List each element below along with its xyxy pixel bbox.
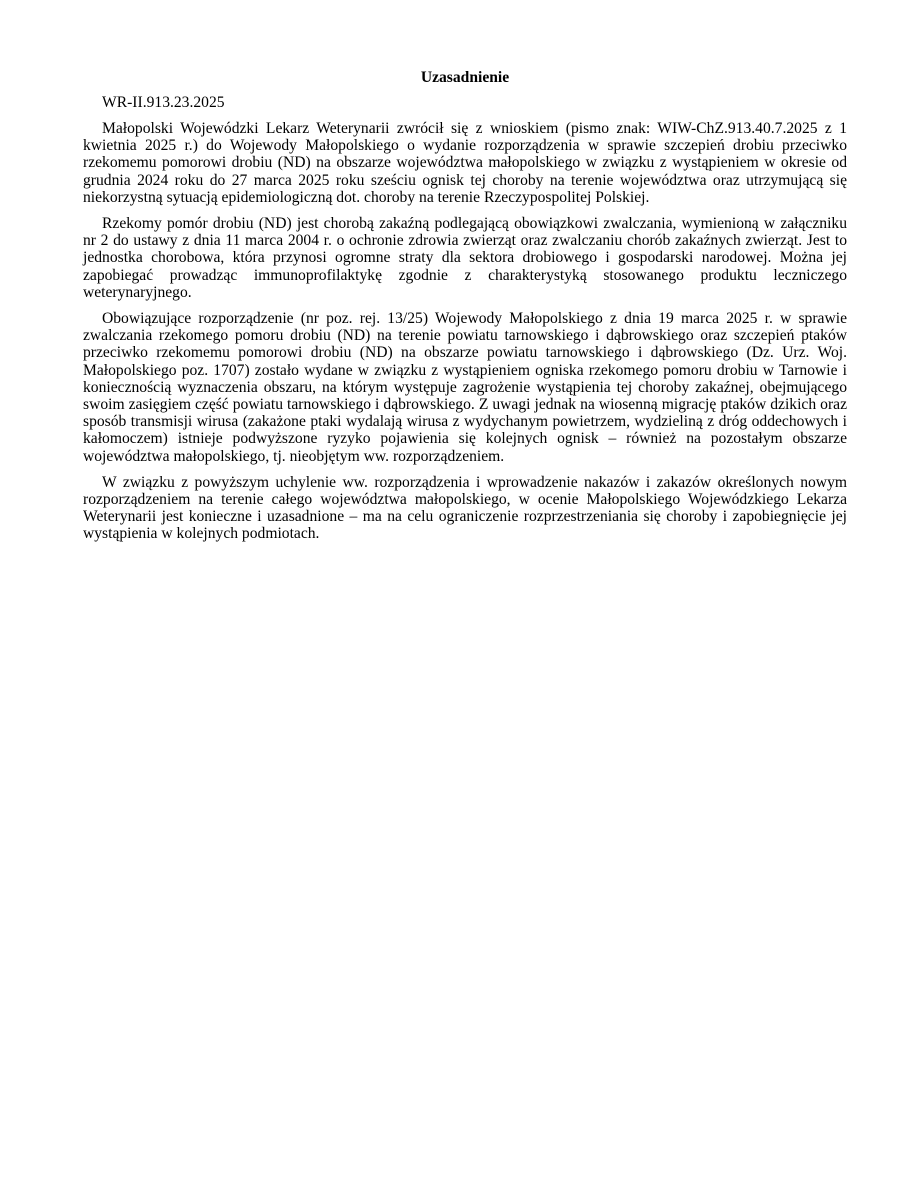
- paragraph-disease-description: Rzekomy pomór drobiu (ND) jest chorobą zakaźną podlegającą obowiązkowi zwalczania, wymienioną w załączniku nr 2 do ustawy z dnia 11 marca 2004 r. o ochronie zdrowia zwierząt oraz zwalczaniu chorób zakaźnych zwierząt. Jest to jednostka chorobowa, która przynosi ogromne straty dla sektora drobiowego i gospodarski narodowej. Można jej zapobiegać prowadząc immunoprofilaktykę zgodnie z charakterystyką stosowanego produktu leczniczego weterynaryjnego.: [83, 215, 847, 301]
- paragraph-current-regulation: Obowiązujące rozporządzenie (nr poz. rej. 13/25) Wojewody Małopolskiego z dnia 19 marca 2025 r. w sprawie zwalczania rzekomego pomoru drobiu (ND) na terenie powiatu tarnowskiego i dąbrowskiego oraz szczepień ptaków przeciwko rzekomemu pomorowi drobiu (ND) na obszarze powiatu tarnowskiego i dąbrowskiego (Dz. Urz. Woj. Małopolskiego poz. 1707) zostało wydane w związku z wystąpieniem ogniska rzekomego pomoru drobiu w Tarnowie i koniecznością wyznaczenia obszaru, na którym występuje zagrożenie wystąpienia tej choroby zakaźnej, obejmującego swoim zasięgiem część powiatu tarnowskiego i dąbrowskiego. Z uwagi jednak na wiosenną migrację ptaków dzikich oraz sposób transmisji wirusa (zakażone ptaki wydalają wirusa z wydychanym powietrzem, wydzieliną z dróg oddechowych i kałomoczem) istnieje podwyższone ryzyko pojawienia się kolejnych ognisk – również na pozostałym obszarze województwa małopolskiego, tj. nieobjętym ww. rozporządzeniem.: [83, 310, 847, 465]
- paragraph-conclusion: W związku z powyższym uchylenie ww. rozporządzenia i wprowadzenie nakazów i zakazów określonych nowym rozporządzeniem na terenie całego województwa małopolskiego, w ocenie Małopolskiego Wojewódzkiego Lekarza Weterynarii jest konieczne i uzasadnione – ma na celu ograniczenie rozprzestrzeniania się choroby i zapobiegnięcie jej wystąpienia w kolejnych podmiotach.: [83, 473, 847, 543]
- paragraph-request: Małopolski Wojewódzki Lekarz Weterynarii zwrócił się z wnioskiem (pismo znak: WIW-ChZ.913.40.7.2025 z 1 kwietnia 2025 r.) do Wojewody Małopolskiego o wydanie rozporządzenia w sprawie szczepień drobiu przeciwko rzekomemu pomorowi drobiu (ND) na obszarze województwa małopolskiego w związku z wystąpieniem w okresie od grudnia 2024 roku do 27 marca 2025 roku sześciu ognisk tej choroby na terenie województwa oraz utrzymującą się niekorzystną sytuacją epidemiologiczną dot. choroby na terenie Rzeczypospolitej Polskiej.: [83, 120, 847, 206]
- document-reference: WR-II.913.23.2025: [102, 94, 225, 111]
- document-page: [83, 68, 847, 552]
- document-title: Uzasadnienie: [420, 69, 510, 86]
